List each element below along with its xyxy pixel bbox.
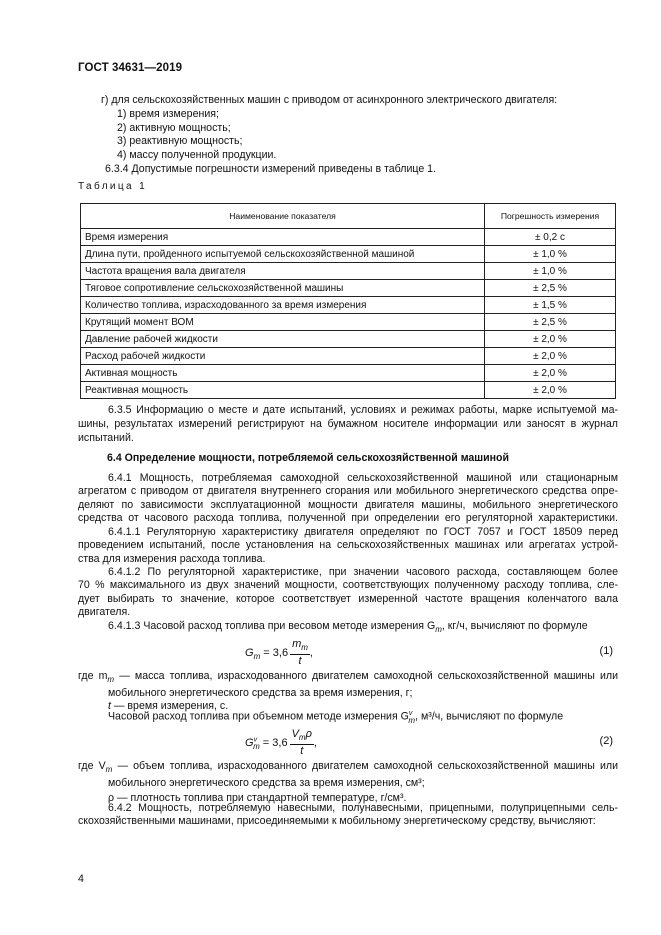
table-cell: ± 2,0 % — [485, 365, 616, 382]
table-header-name: Наименование показателя — [81, 204, 485, 229]
fraction — [290, 728, 314, 758]
formula-operator: = 3,6 — [263, 647, 289, 659]
table-cell: Активная мощность — [81, 365, 485, 382]
text-line: агрегатом с приводом от двигателя внутреннего сгорания или мобильного энергетического средства опре- — [78, 485, 618, 498]
fraction — [290, 638, 310, 668]
table-row — [81, 229, 616, 246]
text-span: 6.4.1.3 Часовой расход топлива при весовом методе измерения G — [108, 620, 436, 632]
list-g — [101, 94, 557, 177]
text-line: двигателя. — [78, 606, 131, 619]
table-cell: Тяговое сопротивление сельскохозяйственной машины — [81, 280, 485, 297]
paragraph-6-3-5 — [78, 404, 618, 445]
text-line: 70 % максимального из двух значений мощности, соответствующих полученному расходу топлива, сле- — [78, 579, 618, 592]
text-line: шины, результатах измерений регистрируют на бумажном носителе информации или заносят в журнал — [78, 417, 618, 430]
denominator: t — [298, 655, 302, 668]
where-block-2 — [78, 760, 618, 805]
list-item: 1) время измерения; — [117, 107, 219, 120]
document-header: ГОСТ 34631—2019 — [78, 62, 183, 74]
numerator: V — [291, 728, 299, 740]
list-item: 2) активную мощность; — [117, 121, 231, 134]
table-row — [81, 297, 616, 314]
table-caption: Таблица 1 — [78, 181, 148, 192]
text-line: 6.3.5 Информацию о месте и дате испытаний, условиях и режимах работы, марке испытуемой ма- — [108, 404, 618, 416]
text-span: где m — [78, 670, 108, 682]
formula-1 — [245, 638, 313, 668]
formula-2 — [245, 728, 317, 758]
paragraph-6-4-1-2 — [78, 566, 618, 620]
text-line: ρ — плотность топлива при стандартной температуре, г/см³. — [108, 791, 407, 804]
table-row — [81, 331, 616, 348]
subscript: т — [253, 742, 260, 752]
table-row — [81, 314, 616, 331]
formula-symbol: G — [245, 737, 254, 749]
text-line: 6.4.1.1 Регуляторную характеристику двигателя определяют по ГОСТ 7057 и ГОСТ 18509 перед — [108, 526, 618, 538]
denominator: t — [300, 745, 304, 758]
table-row — [81, 263, 616, 280]
text-span: , кг/ч, вычисляют по формуле — [441, 620, 588, 632]
section-heading-6-4: 6.4 Определение мощности, потребляемой сельскохозяйственной машиной — [107, 452, 510, 464]
table-cell: ± 2,5 % — [485, 280, 616, 297]
table-cell: ± 1,5 % — [485, 297, 616, 314]
paragraph-6-4-1 — [78, 472, 618, 526]
text-line: 6.4.1 Мощность, потребляемая самоходной сельскохозяйственной машиной или стационарным — [108, 472, 618, 484]
table-row — [81, 382, 616, 399]
text-span: Часовой расход топлива при объемном методе измерения G — [108, 710, 409, 723]
table-cell: ± 2,0 % — [485, 382, 616, 399]
text-line: 6.4.2 Мощность, потребляемую навесными, полунавесными, прицепными, полуприцепными сель- — [108, 802, 618, 814]
table-cell: Количество топлива, израсходованного за время измерения — [81, 297, 485, 314]
superscript: v — [408, 710, 413, 717]
text-line: мобильного энергетического средства за время измерения, г; — [108, 686, 413, 699]
page-number: 4 — [78, 873, 84, 885]
subscript: т — [105, 765, 113, 775]
table-cell: ± 2,0 % — [485, 348, 616, 365]
list-item: 3) реактивную мощность; — [117, 135, 243, 148]
paragraph-6-4-2 — [78, 802, 618, 829]
formula-tail: , — [313, 737, 317, 749]
subscript: т — [301, 643, 308, 653]
table-cell: Длина пути, пройденного испытуемой сельскохозяйственной машиной — [81, 246, 485, 263]
paragraph-6-4-1-3 — [108, 620, 588, 634]
equation-number-1: (1) — [599, 645, 613, 657]
table-cell: ± 2,5 % — [485, 314, 616, 331]
text-line: дует выбирать то значение, которое соответствует измеренной частоте вращения коленчатого вала — [78, 592, 618, 605]
table-cell: Частота вращения вала двигателя — [81, 263, 485, 280]
text-line: средства от часового расхода топлива, полученной при определении его регуляторной характеристики. — [78, 512, 618, 525]
table-cell: ± 2,0 % — [485, 331, 616, 348]
table-row — [81, 246, 616, 263]
text-line — [78, 670, 618, 687]
where-block-1 — [78, 670, 618, 713]
subscript: т — [435, 625, 442, 635]
formula-operator: = 3,6 — [262, 737, 288, 749]
text-line: деляют по зависимости эксплуатационной мощности двигателя машины, мобильного энергетического — [78, 498, 618, 511]
subscript: т — [298, 733, 306, 743]
text-span: t — [108, 699, 111, 712]
subscript: т — [253, 652, 261, 662]
text-span: , м³/ч, вычисляют по формуле — [415, 710, 564, 723]
paragraph-6-3-4: 6.3.4 Допустимые погрешности измерений приведены в таблице 1. — [105, 162, 436, 175]
formula-symbol: G — [245, 647, 254, 659]
text-line: ства для измерения расхода топлива. — [78, 552, 266, 565]
table-cell: Время измерения — [81, 229, 485, 246]
paragraph-volume-method — [108, 710, 563, 725]
table-cell: Расход рабочей жидкости — [81, 348, 485, 365]
superscript: v — [253, 736, 258, 744]
table-cell: ± 1,0 % — [485, 246, 616, 263]
text-line: скохозяйственными машинами, присоединяемыми к мобильному энергетическому средству, вычисляют: — [78, 815, 596, 828]
list-item: 4) массу полученной продукции. — [117, 149, 277, 162]
text-line: мобильного энергетического средства за время измерения, см³; — [108, 776, 425, 789]
errors-table — [80, 203, 616, 399]
table-cell: Давление рабочей жидкости — [81, 331, 485, 348]
text-span: где V — [78, 760, 106, 772]
text-span: — объем топлива, израсходованного двигателем самоходной сельскохозяйственной машины или — [112, 760, 618, 772]
numerator-tail: ρ — [305, 728, 312, 740]
list-intro: г) для сельскохозяйственных машин с приводом от асинхронного электрического двигателя: — [101, 94, 558, 106]
table-cell: Крутящий момент ВОМ — [81, 314, 485, 331]
subscript: т — [408, 715, 416, 725]
table-row — [81, 280, 616, 297]
text-line: проведением испытаний, после установления на сельскохозяйственных машинах или агрегатах устрой- — [78, 539, 618, 552]
paragraph-6-4-1-1 — [78, 526, 618, 566]
subscript: т — [107, 675, 115, 685]
table-header-error: Погрешность измерения — [485, 204, 616, 229]
table-cell: ± 0,2 с — [485, 229, 616, 246]
table-row — [81, 365, 616, 382]
text-span: — время измерения, с. — [110, 699, 229, 712]
table-cell: ± 1,0 % — [485, 263, 616, 280]
equation-number-2: (2) — [599, 735, 613, 747]
text-line: испытаний. — [78, 431, 134, 444]
text-line: 6.4.1.2 По регуляторной характеристике, при значении часового расхода, составляющем более — [108, 566, 618, 578]
table-header-row — [81, 204, 616, 229]
formula-tail: , — [309, 647, 313, 659]
table-cell: Реактивная мощность — [81, 382, 485, 399]
table-row — [81, 348, 616, 365]
text-line — [78, 760, 618, 777]
text-span: — масса топлива, израсходованного двигателем самоходной сельскохозяйственной машины или — [114, 670, 618, 682]
numerator: m — [292, 638, 302, 650]
